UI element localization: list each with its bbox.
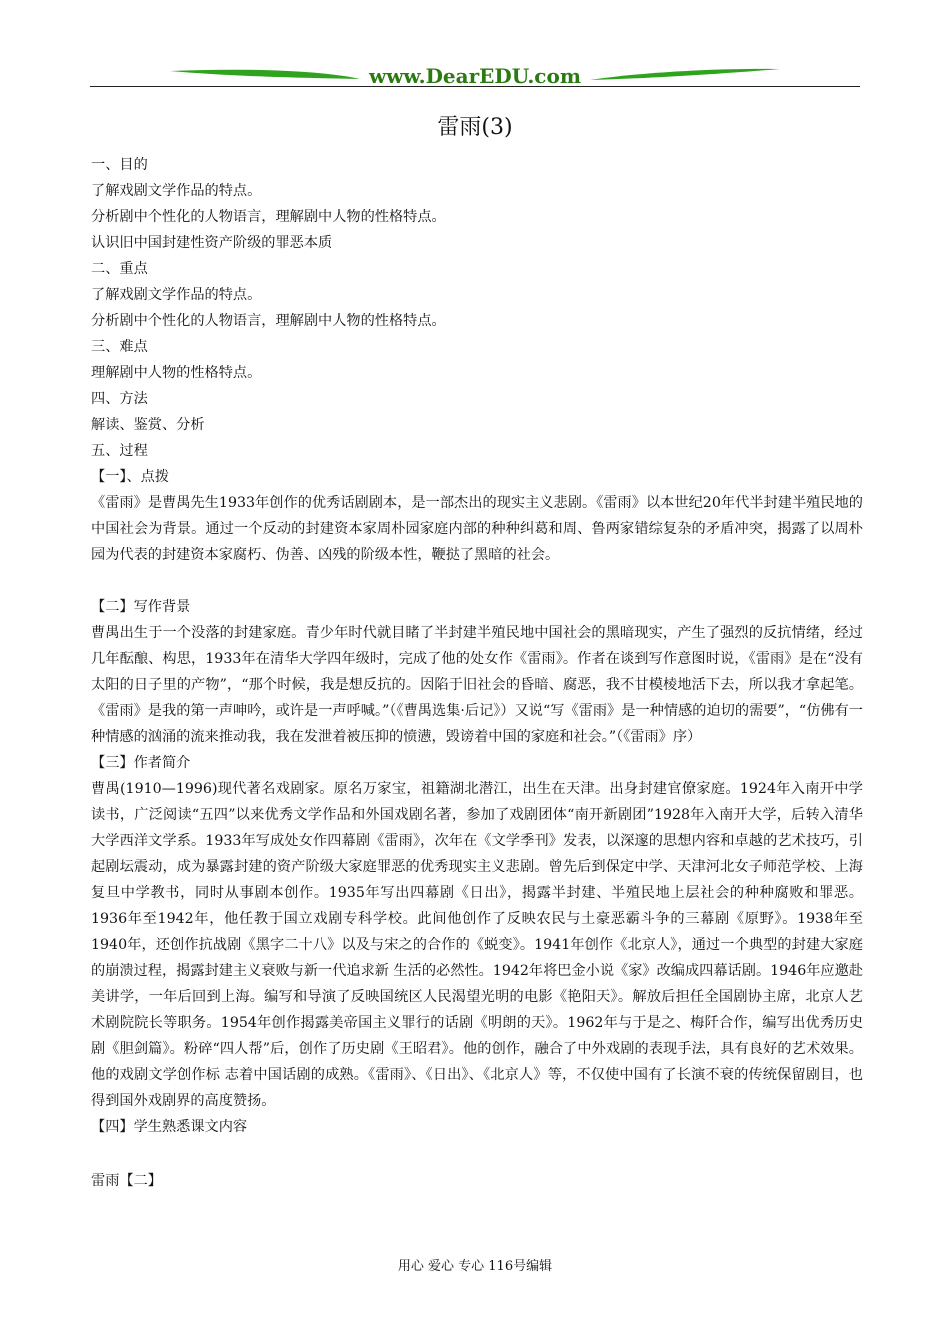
document-body xyxy=(91,152,863,1194)
part-heading: 【三】作者简介 xyxy=(91,755,191,771)
list-item: 认识旧中国封建性资产阶级的罪恶本质 xyxy=(91,235,333,251)
section-heading: 一、目的 xyxy=(91,157,148,173)
page-footer: 用心 爱心 专心 116号编辑 xyxy=(397,1259,553,1274)
list-item: 了解戏剧文学作品的特点。 xyxy=(91,183,262,199)
section-heading: 四、方法 xyxy=(91,391,148,407)
site-url: www.DearEDU.com xyxy=(368,64,582,88)
paragraph: 《雷雨》是曹禺先生1933年创作的优秀话剧剧本，是一部杰出的现实主义悲剧。《雷雨》以本世纪20年代半封建半殖民地的中国社会为背景。通过一个反动的封建资本家周朴园家庭内部的种种纠葛和周、鲁两家错综复杂的矛盾冲突，揭露了以周朴园为代表的封建资本家腐朽、伪善、凶残的阶级本性，鞭挞了黑暗的社会。 xyxy=(91,495,863,563)
section-heading: 三、难点 xyxy=(91,339,148,355)
section-heading: 二、重点 xyxy=(91,261,148,277)
page-title: 雷雨(3) xyxy=(437,115,513,140)
part-heading: 【四】学生熟悉课文内容 xyxy=(91,1119,248,1135)
spacer xyxy=(91,568,863,594)
paragraph: 曹禺(1910—1996)现代著名戏剧家。原名万家宝，祖籍湖北潜江，出生在天津。出身封建官僚家庭。1924年入南开中学读书，广泛阅读“五四”以来优秀文学作品和外国戏剧名著，参加了戏剧团体“南开新剧团”1928年入南开大学，后转入清华大学西洋文学系。1933年写成处女作四幕剧《雷雨》，次年在《文学季刊》发表，以深邃的思想内容和卓越的艺术技巧，引起剧坛震动，成为暴露封建的资产阶级大家庭罪恶的优秀现实主义悲剧。曾先后到保定中学、天津河北女子师范学校、上海复旦中学教书，同时从事剧本创作。1935年写出四幕剧《日出》，揭露半封建、半殖民地上层社会的种种腐败和罪恶。1936年至1942年，他任教于国立戏剧专科学校。此间他创作了反映农民与土豪恶霸斗争的三幕剧《原野》。1938年至1940年，还创作抗战剧《黑字二十八》以及与宋之的合作的《蜕变》。1941年创作《北京人》，通过一个典型的封建大家庭的崩溃过程，揭露封建主义衰败与新一代追求新 生活的必然性。1942年将巴金小说《家》改编成四幕话剧。1946年应邀赴美讲学，一年后回到上海。编写和导演了反映国统区人民渴望光明的电影《艳阳天》。解放后担任全国剧协主席，北京人艺术剧院院长等职务。1954年创作揭露美帝国主义罪行的话剧《明朗的天》。1962年与于是之、梅阡合作，编写出优秀历史剧《胆剑篇》。粉碎“四人帮”后，创作了历史剧《王昭君》。他的创作，融合了中外戏剧的表现手法，具有良好的艺术效果。他的戏剧文学创作标 志着中国话剧的成熟。《雷雨》、《日出》、《北京人》等，不仅使中国有了长演不衰的传统保留剧目，也得到国外戏剧界的高度赞扬。 xyxy=(91,781,863,1109)
list-item: 解读、鉴赏、分析 xyxy=(91,417,205,433)
list-item: 分析剧中个性化的人物语言，理解剧中人物的性格特点。 xyxy=(91,209,446,225)
list-item: 了解戏剧文学作品的特点。 xyxy=(91,287,262,303)
paragraph: 曹禺出生于一个没落的封建家庭。青少年时代就目睹了半封建半殖民地中国社会的黑暗现实，产生了强烈的反抗情绪，经过几年酝酿、构思，1933年在清华大学四年级时，完成了他的处女作《雷雨》。作者在谈到写作意图时说，《雷雨》是在“没有太阳的日子里的产物”，“那个时候，我是想反抗的。因陷于旧社会的昏暗、腐恶，我不甘模棱地活下去，所以我才拿起笔。《雷雨》是我的第一声呻吟，或许是一声呼喊。”（《曹禺选集·后记》）又说“写《雷雨》是一种情感的迫切的需要”，“仿佛有一种情感的汹涌的流来推动我，我在发泄着被压抑的愤懑，毁谤着中国的家庭和社会。”（《雷雨》序） xyxy=(91,625,863,745)
next-section-heading: 雷雨【二】 xyxy=(91,1173,162,1189)
list-item: 理解剧中人物的性格特点。 xyxy=(91,365,262,381)
section-heading: 五、过程 xyxy=(91,443,148,459)
header-rule xyxy=(90,86,860,87)
list-item: 分析剧中个性化的人物语言，理解剧中人物的性格特点。 xyxy=(91,313,446,329)
part-heading: 【一】、点拨 xyxy=(91,469,170,485)
part-heading: 【二】写作背景 xyxy=(91,599,191,615)
spacer xyxy=(91,1140,863,1168)
